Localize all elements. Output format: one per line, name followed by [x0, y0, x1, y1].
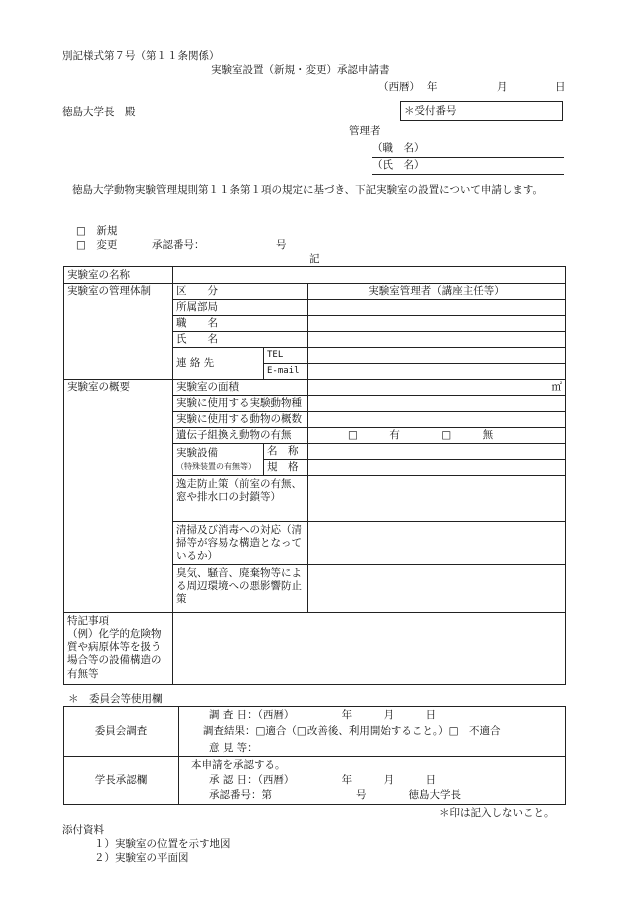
special-label	[64, 613, 173, 685]
special-note: （例）化学的危険物質や病原体等を扱う場合等の設備構造の有無等	[67, 628, 162, 680]
kubun-label: 区 分	[173, 284, 308, 300]
attachments-heading: 添付資料	[62, 824, 104, 836]
survey-field[interactable]	[179, 707, 566, 757]
page-title: 実験室設置（新規・変更）承認申請書	[211, 64, 390, 76]
committee-heading: ＊ 委員会等使用欄	[68, 693, 163, 705]
date-day: 日	[555, 81, 566, 93]
species-field[interactable]	[308, 396, 566, 412]
receipt-number-label: ＊受付番号	[404, 105, 457, 117]
position-label: （職 名）	[372, 142, 425, 154]
gm-field[interactable]	[308, 428, 566, 444]
count-label: 実験に使用する動物の概数	[173, 412, 308, 428]
overview-label: 実験室の概要	[64, 380, 173, 613]
date-era: （西暦）	[378, 81, 420, 93]
position-row-label: 職 名	[173, 316, 308, 332]
approve-date: 承 認 日：（西暦） 年 月 日	[209, 773, 437, 786]
approve-number: 承認番号：第 号 徳島大学長	[209, 789, 461, 802]
escape-label: 逸走防止策（前室の有無、窓や排水口の封鎖等）	[173, 476, 308, 522]
area-field[interactable]	[308, 380, 566, 396]
name-field[interactable]	[308, 332, 566, 348]
tel-field[interactable]	[308, 348, 566, 364]
mgmt-label: 実験室の管理体制	[64, 284, 173, 380]
option-change[interactable]: □ 変更	[76, 239, 118, 251]
gm-yes-option[interactable]: □ 有	[348, 429, 400, 442]
email-label: E-mail	[264, 364, 308, 380]
area-unit: ㎡	[551, 381, 563, 394]
lab-name-field[interactable]	[173, 267, 566, 284]
equipment-note: （特殊装置の有無等）	[176, 462, 256, 471]
cleaning-label: 清掃及び消毒への対応（清掃等が容易な構造となっているか）	[173, 522, 308, 565]
attachment-item-1: １）実験室の位置を示す地図	[94, 838, 231, 850]
gm-no-option[interactable]: □ 無	[441, 429, 494, 442]
application-table	[63, 266, 566, 685]
name-line[interactable]	[372, 174, 564, 175]
date-month: 月	[497, 81, 508, 93]
approval-number-label: 承認番号：	[152, 239, 205, 251]
name-label: （氏 名）	[372, 159, 425, 171]
equip-name-field[interactable]	[308, 444, 566, 460]
equip-spec-field[interactable]	[308, 460, 566, 476]
gm-label: 遺伝子組換え動物の有無	[173, 428, 308, 444]
survey-date: 調 査 日：（西暦） 年 月 日	[209, 709, 437, 722]
equipment-title: 実験設備	[176, 447, 218, 460]
special-field[interactable]	[173, 613, 566, 685]
dept-field[interactable]	[308, 300, 566, 316]
president-field[interactable]	[179, 757, 566, 805]
position-field[interactable]	[308, 316, 566, 332]
survey-opinion[interactable]: 意 見 等：	[209, 741, 258, 754]
equipment-label	[173, 444, 264, 476]
ki-label: 記	[309, 253, 320, 265]
count-field[interactable]	[308, 412, 566, 428]
addressee: 徳島大学長 殿	[62, 106, 136, 118]
option-new[interactable]: □ 新規	[76, 225, 118, 237]
dept-label: 所属部局	[173, 300, 308, 316]
survey-result[interactable]: 調査結果：□適合（□改善後、利用開始すること。）□ 不適合	[203, 725, 501, 738]
escape-field[interactable]	[308, 476, 566, 522]
contact-label: 連 絡 先	[173, 348, 264, 380]
equip-spec-label: 規 格	[264, 460, 308, 476]
cleaning-field[interactable]	[308, 522, 566, 565]
environment-label: 臭気、騒音、廃棄物等による周辺環境への悪影響防止策	[173, 565, 308, 613]
form-number: 別記様式第７号（第１１条関係）	[62, 50, 220, 62]
survey-label: 委員会調査	[64, 707, 179, 757]
date-year: 年	[427, 81, 438, 93]
approve-text: 本申請を承認する。	[191, 758, 286, 771]
email-field[interactable]	[308, 364, 566, 380]
manager-label: 管理者	[349, 125, 381, 137]
environment-field[interactable]	[308, 565, 566, 613]
tel-label: TEL	[264, 348, 308, 364]
species-label: 実験に使用する実験動物種	[173, 396, 308, 412]
lab-manager-header: 実験室管理者（講座主任等）	[308, 284, 566, 300]
note: ＊印は記入しないこと。	[439, 807, 555, 819]
intro-text: 徳島大学動物実験管理規則第１１条第１項の規定に基づき、下記実験室の設置について申請します。	[72, 184, 544, 196]
special-title: 特記事項	[67, 615, 109, 627]
receipt-number-box[interactable]	[400, 101, 563, 121]
attachment-item-2: ２）実験室の平面図	[94, 852, 189, 864]
approval-number-unit: 号	[276, 239, 287, 251]
area-label: 実験室の面積	[173, 380, 308, 396]
president-label: 学長承認欄	[64, 757, 179, 805]
position-line[interactable]	[372, 157, 564, 158]
equip-name-label: 名 称	[264, 444, 308, 460]
lab-name-label: 実験室の名称	[64, 267, 173, 284]
committee-table	[63, 706, 566, 805]
name-row-label: 氏 名	[173, 332, 308, 348]
